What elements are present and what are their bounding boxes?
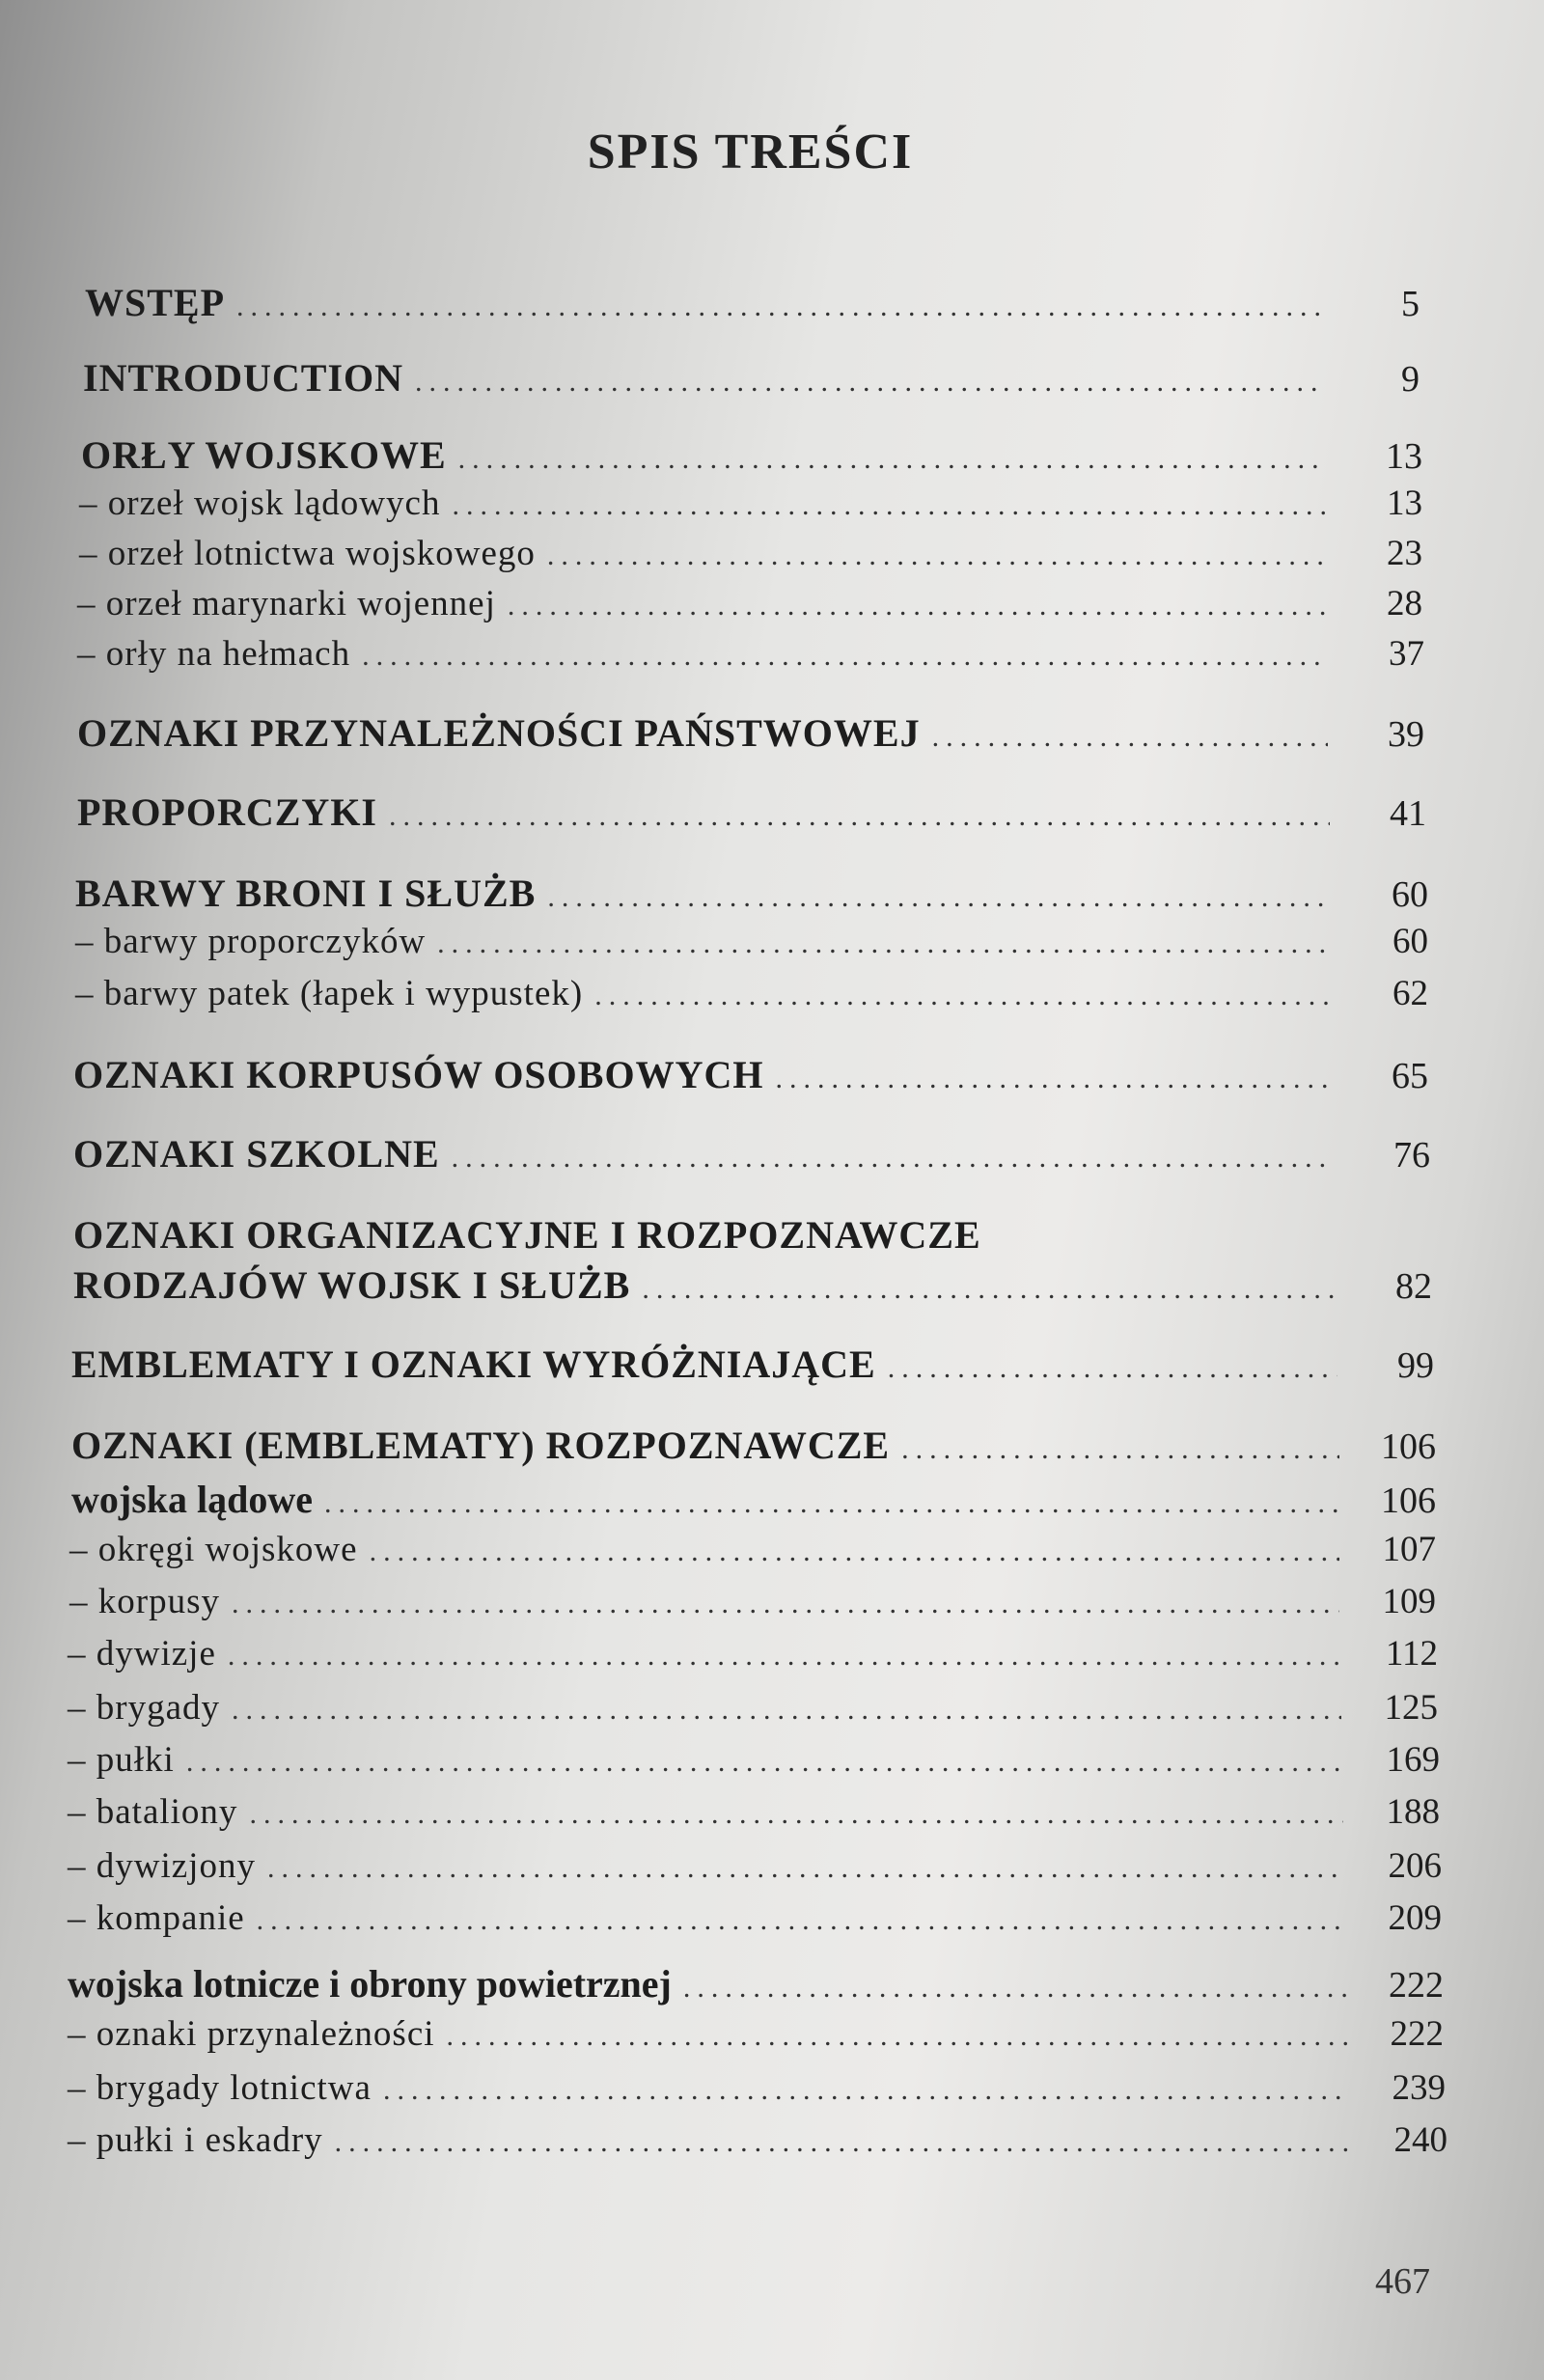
toc-entry-label: ORŁY WOJSKOWE <box>81 433 447 477</box>
toc-entry-page: 13 <box>1387 484 1422 523</box>
leader-dots <box>437 927 1332 960</box>
toc-entry-label: – orzeł marynarki wojennej <box>77 584 496 623</box>
toc-subentry[interactable] <box>68 1791 1440 1845</box>
toc-entry-page: 206 <box>1388 1846 1442 1886</box>
toc-entry-page: 60 <box>1392 922 1428 961</box>
toc-entry-label: OZNAKI SZKOLNE <box>73 1132 440 1176</box>
toc-entry-label: – barwy patek (łapek i wypustek) <box>75 974 584 1013</box>
toc-entry-wstep[interactable] <box>85 280 1420 334</box>
toc-entry-orly-wojskowe[interactable] <box>81 432 1422 486</box>
toc-subentry[interactable] <box>68 1739 1440 1793</box>
leader-dots <box>236 291 1323 323</box>
toc-entry-page: 37 <box>1389 634 1424 674</box>
toc-entry-page: 188 <box>1386 1792 1440 1832</box>
toc-entry-page: 82 <box>1395 1266 1432 1307</box>
toc-subentry[interactable] <box>69 1529 1436 1583</box>
toc-group-wojska-lotnicze[interactable] <box>68 1961 1444 2015</box>
leader-dots <box>370 1536 1339 1568</box>
toc-entry-proporczyki[interactable] <box>77 789 1426 844</box>
leader-dots <box>901 1433 1339 1466</box>
toc-entry-label: OZNAKI (EMBLEMATY) ROZPOZNAWCZE <box>71 1424 891 1467</box>
leader-dots <box>642 1273 1336 1306</box>
leader-dots <box>447 2020 1347 2053</box>
leader-dots <box>257 1904 1345 1937</box>
toc-subentry[interactable] <box>68 1633 1438 1687</box>
toc-entry-label: – oznaki przynależności <box>68 2014 435 2054</box>
toc-entry-page: 65 <box>1392 1056 1428 1096</box>
toc-entry-page: 106 <box>1381 1426 1436 1467</box>
leader-dots <box>452 489 1326 522</box>
toc-entry-page: 125 <box>1384 1688 1438 1728</box>
toc-entry-label: OZNAKI KORPUSÓW OSOBOWYCH <box>73 1053 764 1096</box>
toc-entry-page: 107 <box>1382 1530 1436 1569</box>
toc-entry-label: – orzeł wojsk lądowych <box>79 484 441 523</box>
leader-dots <box>232 1694 1341 1727</box>
toc-subentry[interactable] <box>75 921 1428 975</box>
toc-entry-page: 23 <box>1387 534 1422 573</box>
toc-entry-page: 13 <box>1386 436 1422 477</box>
leader-dots <box>267 1852 1345 1885</box>
toc-entry-label: WSTĘP <box>85 281 226 324</box>
toc-entry-page: 222 <box>1390 2014 1444 2054</box>
toc-entry-label: INTRODUCTION <box>83 356 404 400</box>
toc-subentry[interactable] <box>77 583 1422 637</box>
toc-entry-page: 39 <box>1388 714 1424 755</box>
toc-entry-page: 60 <box>1392 874 1428 915</box>
toc-entry-label: OZNAKI PRZYNALEŻNOŚCI PAŃSTWOWEJ <box>77 711 921 755</box>
leader-dots <box>415 366 1323 399</box>
page-title: SPIS TREŚCI <box>587 125 914 180</box>
toc-entry-label-line1: OZNAKI ORGANIZACYJNE I ROZPOZNAWCZE <box>73 1213 981 1257</box>
toc-entry-label: – pułki <box>68 1740 175 1780</box>
leader-dots <box>547 540 1326 572</box>
toc-entry-label: – brygady <box>68 1688 220 1728</box>
toc-entry-page: 5 <box>1401 284 1420 324</box>
leader-dots <box>458 443 1326 476</box>
leader-dots <box>362 640 1328 673</box>
leader-dots <box>547 881 1332 914</box>
toc-subentry[interactable] <box>68 1687 1438 1741</box>
toc-entry-oznaki-korpusow[interactable] <box>73 1052 1428 1106</box>
toc-subentry[interactable] <box>68 2119 1448 2173</box>
toc-subentry[interactable] <box>69 1581 1436 1635</box>
leader-dots <box>775 1063 1332 1095</box>
toc-subentry[interactable] <box>75 973 1428 1027</box>
toc-entry-oznaki-przynaleznosci[interactable] <box>77 710 1424 764</box>
toc-subentry[interactable] <box>68 1845 1442 1899</box>
leader-dots <box>228 1640 1341 1673</box>
leader-dots <box>232 1588 1339 1620</box>
toc-entry-label: – korpusy <box>69 1582 220 1621</box>
toc-entry-page: 41 <box>1390 793 1426 834</box>
toc-entry-introduction[interactable] <box>83 355 1420 409</box>
toc-entry-label: – bataliony <box>68 1792 238 1832</box>
leader-dots <box>249 1798 1343 1831</box>
toc-entry-label: – orły na hełmach <box>77 634 351 674</box>
toc-subentry[interactable] <box>79 533 1422 587</box>
toc-entry-label: PROPORCZYKI <box>77 790 377 834</box>
toc-entry-page: 112 <box>1385 1634 1438 1674</box>
toc-subentry[interactable] <box>68 1897 1442 1951</box>
leader-dots <box>389 800 1330 833</box>
leader-dots <box>888 1352 1337 1385</box>
leader-dots <box>452 1142 1334 1175</box>
leader-dots <box>324 1487 1339 1520</box>
toc-entry-label: BARWY BRONI I SŁUŻB <box>75 872 537 915</box>
toc-subentry[interactable] <box>68 2067 1446 2121</box>
toc-entry-label: RODZAJÓW WOJSK I SŁUŻB <box>73 1263 631 1307</box>
toc-entry-label: – okręgi wojskowe <box>69 1530 358 1569</box>
toc-entry-page: 222 <box>1389 1965 1444 2006</box>
toc-entry-barwy-broni[interactable] <box>75 871 1428 925</box>
toc-entry-oznaki-organizacyjne[interactable] <box>73 1262 1432 1316</box>
toc-entry-page: 28 <box>1387 584 1422 623</box>
toc-entry-label: EMBLEMATY I OZNAKI WYRÓŻNIAJĄCE <box>71 1342 876 1386</box>
toc-entry-label: – pułki i eskadry <box>68 2120 323 2160</box>
toc-subentry[interactable] <box>68 2013 1444 2067</box>
toc-entry-page: 9 <box>1401 359 1420 400</box>
toc-subentry[interactable] <box>77 633 1424 687</box>
toc-entry-page: 109 <box>1382 1582 1436 1621</box>
toc-entry-label: – barwy proporczyków <box>75 922 427 961</box>
toc-subentry[interactable] <box>79 483 1422 537</box>
toc-entry-label: – dywizjony <box>68 1846 256 1886</box>
toc-group-wojska-ladowe[interactable] <box>71 1477 1436 1531</box>
toc-entry-page: 209 <box>1388 1898 1442 1938</box>
toc-entry-label: wojska lądowe <box>71 1478 314 1521</box>
page-number: 467 <box>1375 2261 1430 2302</box>
toc-entry-page: 62 <box>1392 974 1428 1013</box>
toc-entry-oznaki-szkolne[interactable] <box>73 1131 1430 1185</box>
toc-entry-label: – orzeł lotnictwa wojskowego <box>79 534 536 573</box>
toc-entry-page: 239 <box>1392 2068 1446 2108</box>
leader-dots <box>932 721 1328 754</box>
toc-entry-page: 169 <box>1386 1740 1440 1780</box>
toc-entry-page: 76 <box>1393 1135 1430 1176</box>
toc-entry-page: 240 <box>1393 2120 1448 2160</box>
leader-dots <box>335 2126 1351 2159</box>
leader-dots <box>186 1746 1343 1779</box>
toc-entry-oznaki-rozpoznawcze[interactable] <box>71 1423 1436 1477</box>
toc-entry-page: 106 <box>1381 1481 1436 1521</box>
toc-entry-page: 99 <box>1397 1345 1434 1386</box>
toc-entry-label: wojska lotnicze i obrony powietrznej <box>68 1962 672 2006</box>
leader-dots <box>683 1972 1347 2005</box>
toc-entry-label: – dywizje <box>68 1634 216 1674</box>
leader-dots <box>383 2074 1349 2107</box>
toc-entry-emblematy[interactable] <box>71 1342 1434 1396</box>
toc-entry-label: – kompanie <box>68 1898 245 1938</box>
toc-entry-label: – brygady lotnictwa <box>68 2068 372 2108</box>
leader-dots <box>594 980 1332 1012</box>
leader-dots <box>508 590 1326 623</box>
